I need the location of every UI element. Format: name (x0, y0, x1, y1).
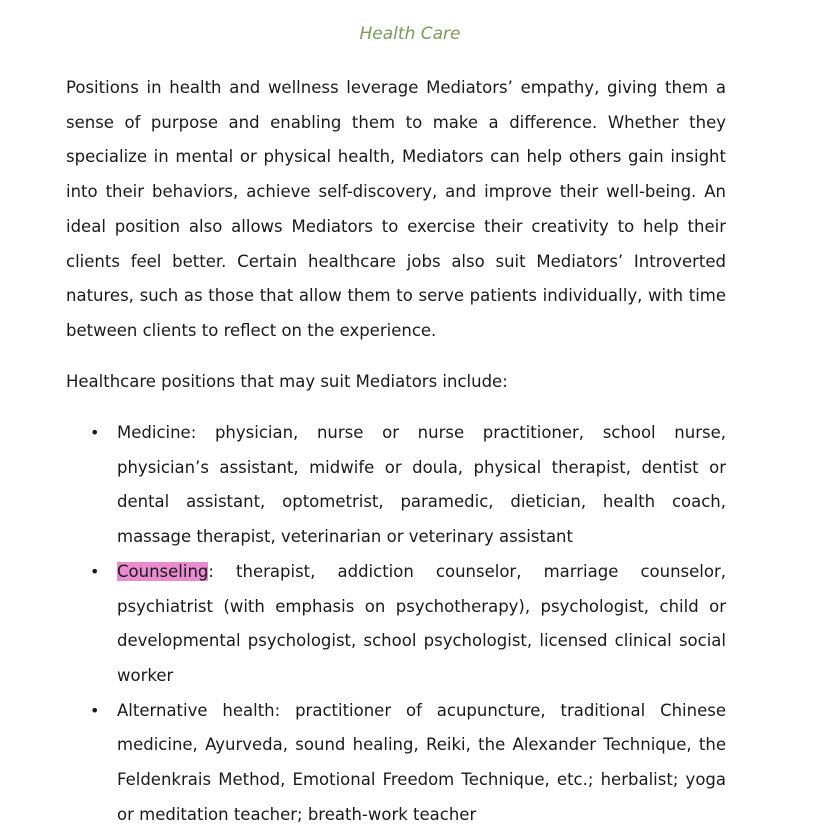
list-item-label: Alternative health (117, 700, 275, 720)
list-item-text: : therapist, addiction counselor, marriage counselor, psychiatrist (with emphasis on psychotherapy), psychologist, child or developmental psychologist, school psychologist, licensed clinical social worker (117, 561, 726, 685)
bullet-icon: • (90, 423, 100, 442)
bullet-icon: • (90, 561, 100, 581)
list-item-alternative-health (66, 694, 726, 832)
list-item-medicine (66, 416, 726, 555)
list-lead-paragraph: Healthcare positions that may suit Mediators include: (66, 372, 508, 391)
highlighted-list-item-label[interactable]: Counseling (117, 561, 209, 581)
bullet-icon: • (90, 700, 100, 720)
section-title: Health Care (359, 24, 461, 44)
career-list (66, 416, 726, 832)
list-item-text: : physician, nurse or nurse practitioner, school nurse, physician’s assistant, midwife or doula, physical therapist, dentist or dental assistant, optometrist, paramedic, dietician, health coach, massage therapist, veterinarian or veterinary assistant (117, 423, 726, 547)
intro-paragraph: Positions in health and wellness leverage Mediators’ empathy, giving them a sense of purpose and enabling them to make a difference. Whether they specialize in mental or physical health, Mediators can help others gain insight into their behaviors, achieve self-discovery, and improve their well-being. An ideal position also allows Mediators to exercise their creativity to help their clients feel better. Certain healthcare jobs also suit Mediators’ Introverted natures, such as those that allow them to serve patients individually, with time between clients to reflect on the experience. (66, 78, 726, 340)
list-item-text: : practitioner of acupuncture, traditional Chinese medicine, Ayurveda, sound healing, Reiki, the Alexander Technique, the Feldenkrais Method, Emotional Freedom Technique, etc.; herbalist; yoga or meditation teacher; breath-work teacher (117, 700, 726, 824)
list-item-label: Medicine (117, 423, 191, 442)
list-item-counseling (66, 555, 726, 694)
